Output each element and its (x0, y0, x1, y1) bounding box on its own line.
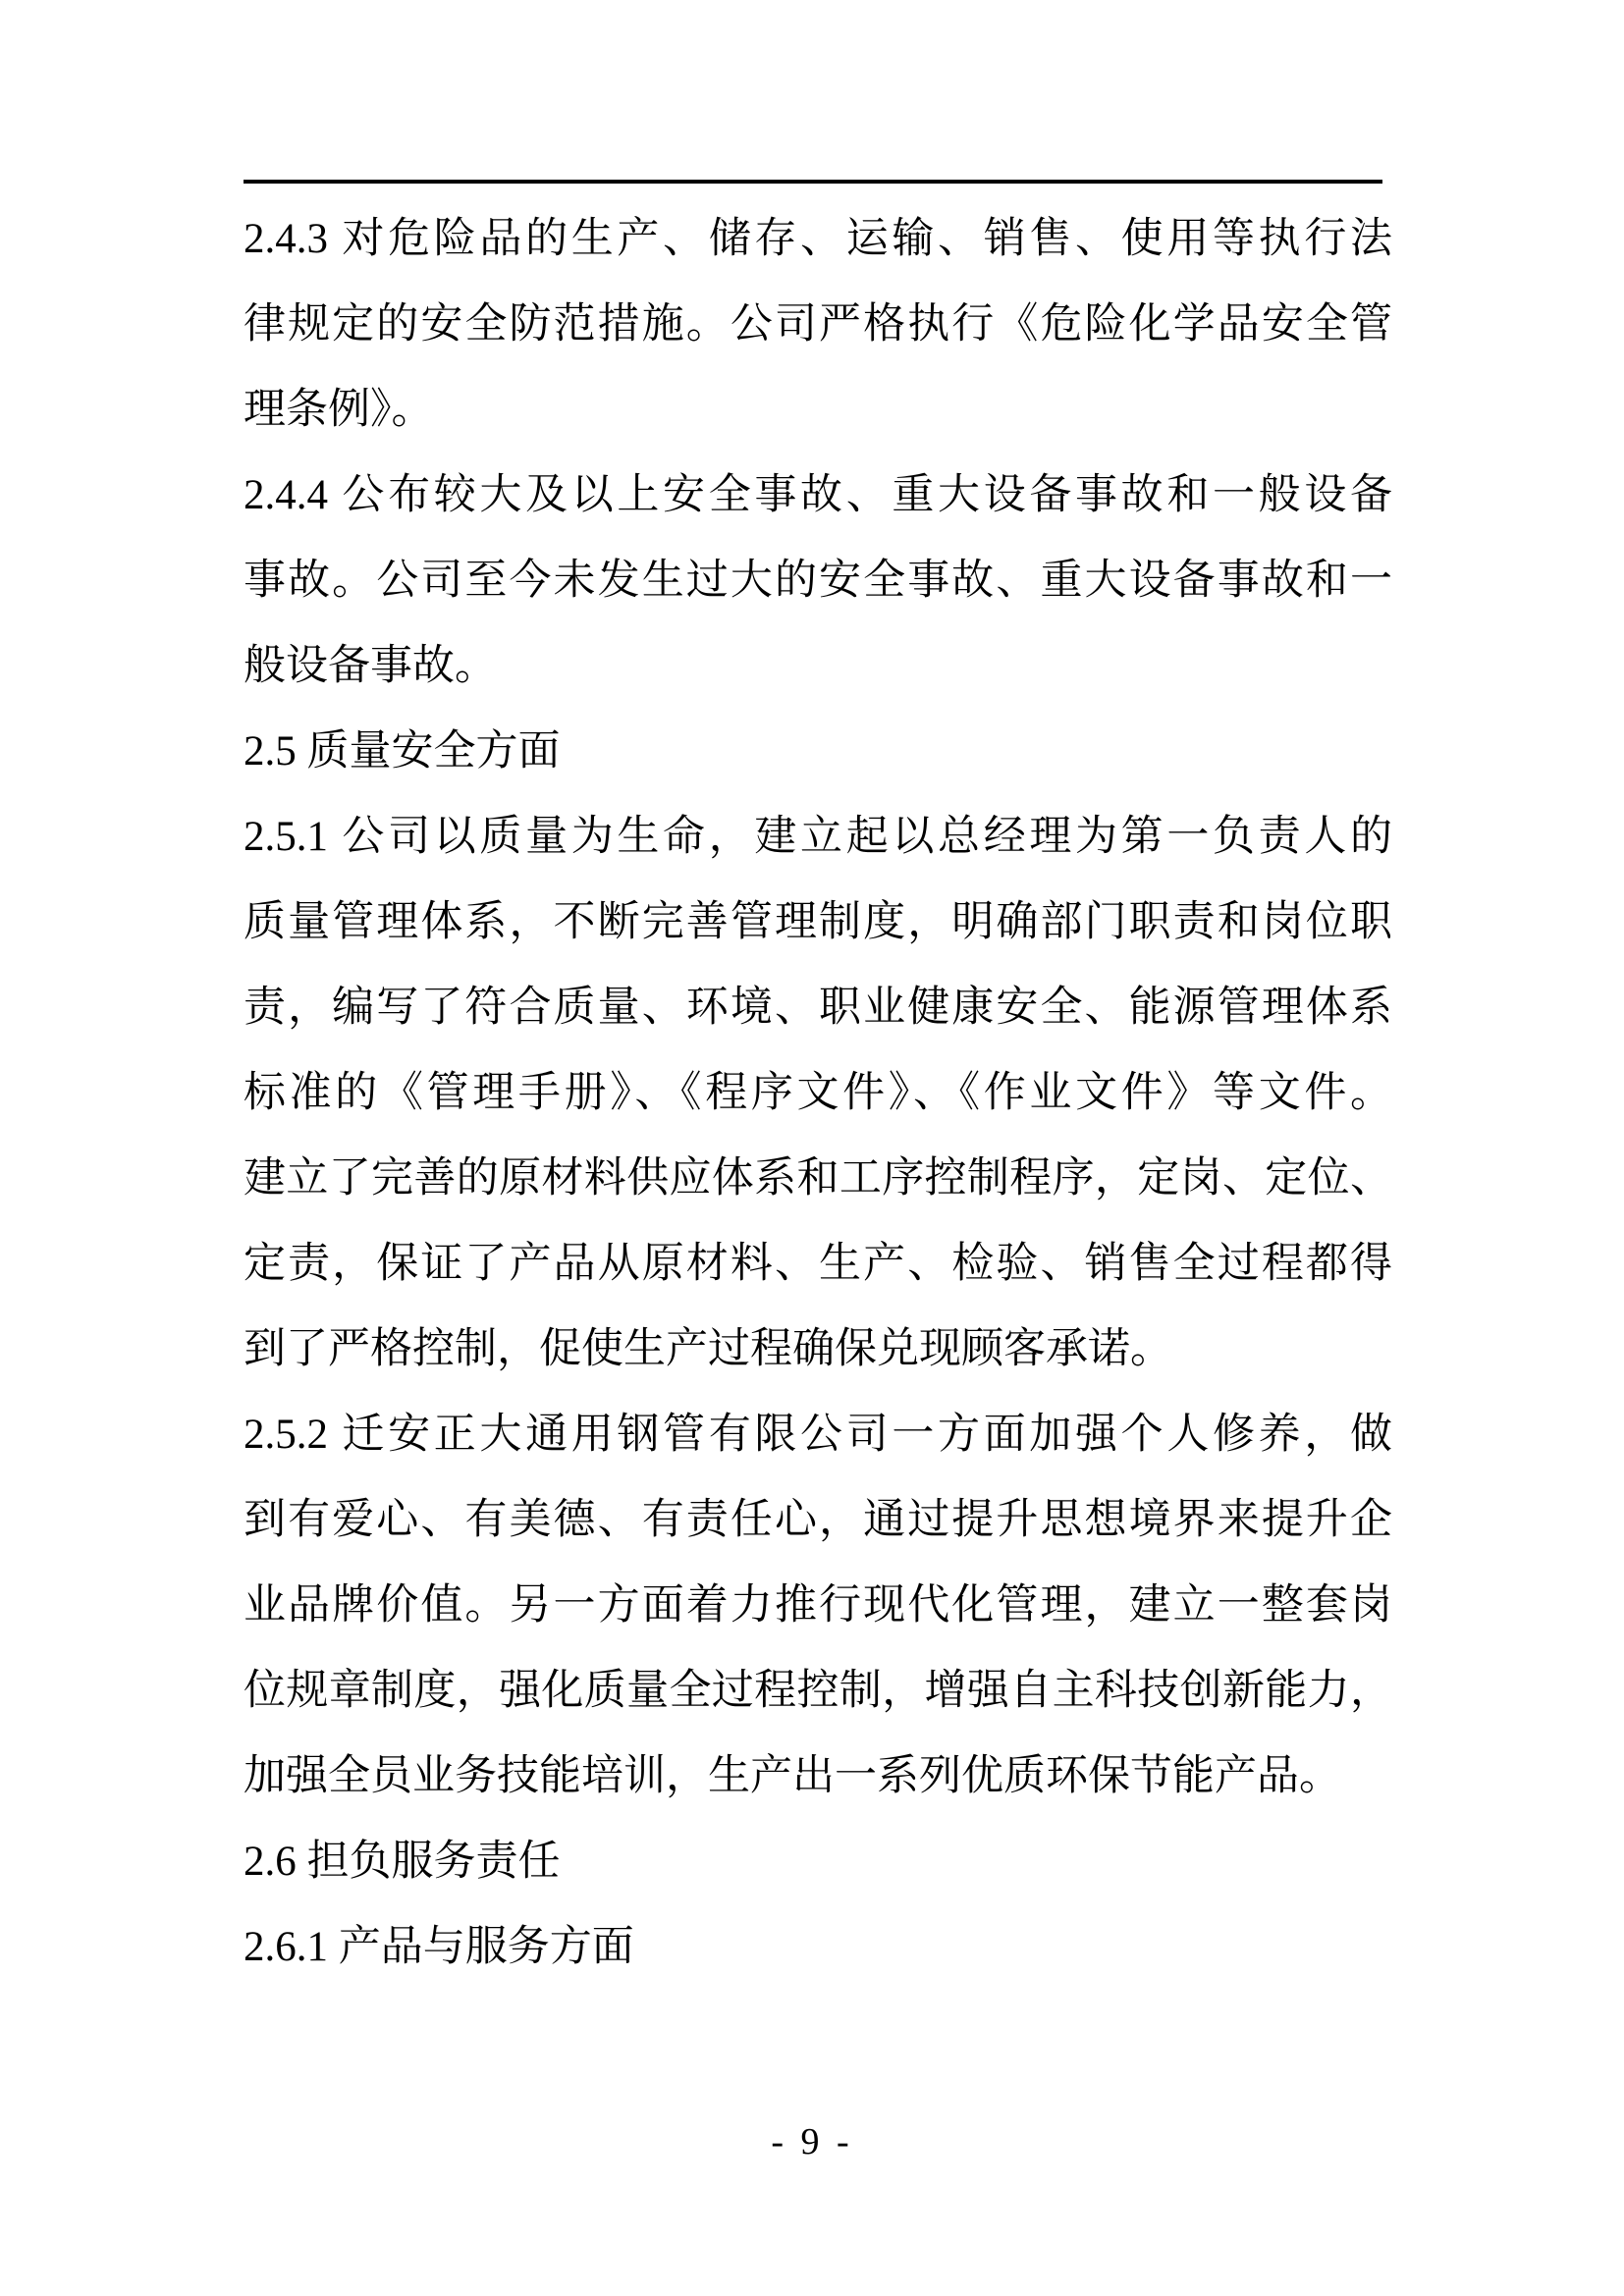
text-line: 质量管理体系，不断完善管理制度，明确部门职责和岗位职 (244, 899, 1392, 945)
text-line: 2.6 担负服务责任 (244, 1839, 561, 1885)
paragraph-2-4-3 (244, 196, 1392, 453)
document-body (244, 196, 1392, 1990)
paragraph-2-5-2 (244, 1392, 1392, 1819)
text-line: 到有爱心、有美德、有责任心，通过提升思想境界来提升企 (244, 1497, 1392, 1543)
paragraph-2-6-1 (244, 1904, 1392, 1990)
header-rule (244, 180, 1382, 184)
paragraph-2-4-4 (244, 453, 1392, 709)
text-line: 2.4.3 对危险品的生产、储存、运输、销售、使用等执行法 (244, 216, 1392, 262)
text-line: 标准的《管理手册》、《程序文件》、《作业文件》等文件。 (244, 1070, 1392, 1116)
text-line: 到了严格控制，促使生产过程确保兑现顾客承诺。 (244, 1326, 1172, 1372)
text-line: 位规章制度，强化质量全过程控制，增强自主科技创新能力， (244, 1668, 1392, 1714)
text-line: 建立了完善的原材料供应体系和工序控制程序，定岗、定位、 (244, 1155, 1392, 1201)
text-line: 业品牌价值。另一方面着力推行现代化管理，建立一整套岗 (244, 1582, 1392, 1629)
paragraph-2-5-1 (244, 794, 1392, 1392)
page-number: - 9 - (771, 2121, 853, 2163)
text-line: 定责，保证了产品从原材料、生产、检验、销售全过程都得 (244, 1241, 1392, 1287)
paragraph-2-6 (244, 1819, 1392, 1904)
text-line: 加强全员业务技能培训，生产出一系列优质环保节能产品。 (244, 1753, 1341, 1799)
paragraph-2-5 (244, 709, 1392, 794)
text-line: 2.4.4 公布较大及以上安全事故、重大设备事故和一般设备 (244, 472, 1392, 518)
text-line: 2.5 质量安全方面 (244, 728, 561, 774)
text-line: 理条例》。 (244, 387, 434, 433)
text-line: 2.5.2 迁安正大通用钢管有限公司一方面加强个人修养，做 (244, 1412, 1392, 1458)
text-line: 律规定的安全防范措施。公司严格执行《危险化学品安全管 (244, 301, 1392, 347)
text-line: 责，编写了符合质量、环境、职业健康安全、能源管理体系 (244, 985, 1392, 1031)
text-line: 般设备事故。 (244, 643, 497, 689)
text-line: 事故。公司至今未发生过大的安全事故、重大设备事故和一 (244, 558, 1392, 604)
text-line: 2.5.1 公司以质量为生命，建立起以总经理为第一负责人的 (244, 814, 1392, 860)
text-line: 2.6.1 产品与服务方面 (244, 1924, 634, 1970)
